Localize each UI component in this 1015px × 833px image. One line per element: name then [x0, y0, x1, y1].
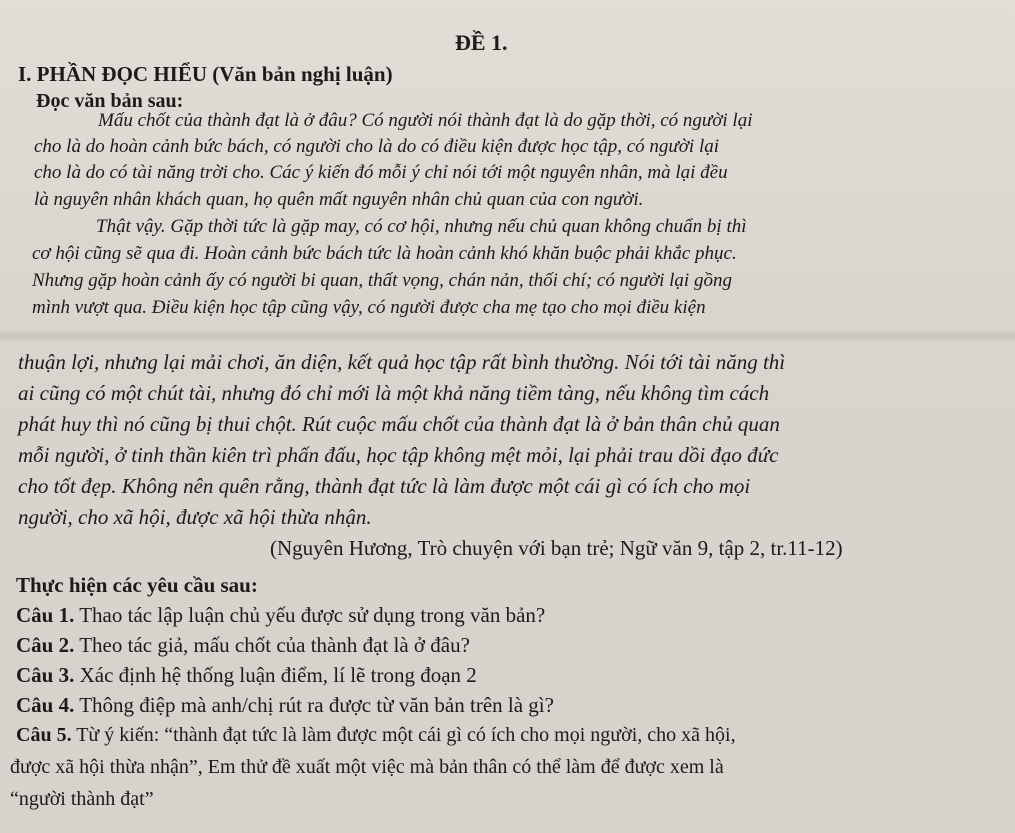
question-5 [16, 724, 736, 747]
question-5-continuation: “người thành đạt” [10, 788, 154, 810]
question-text: Từ ý kiến: “thành đạt tức là làm được một cái gì có ích cho mọi người, cho xã hội, [71, 724, 736, 746]
section-heading: I. PHẦN ĐỌC HIỂU (Văn bản nghị luận) [18, 62, 393, 86]
question-text: Thông điệp mà anh/chị rút ra được từ văn bản trên là gì? [74, 693, 554, 717]
question-label: Câu 3. [16, 663, 75, 687]
question-text: Xác định hệ thống luận điểm, lí lẽ trong đoạn 2 [74, 663, 477, 687]
passage-line: cơ hội cũng sẽ qua đi. Hoàn cảnh bức bách tức là hoàn cảnh khó khăn buộc phải khắc phục. [32, 243, 737, 264]
question-1 [16, 603, 545, 628]
passage-line: mình vượt qua. Điều kiện học tập cũng vậy, có người được cha mẹ tạo cho mọi điều kiện [32, 297, 706, 318]
passage-line: cho tốt đẹp. Không nên quên rằng, thành đạt tức là làm được một cái gì có ích cho mọi [18, 474, 751, 498]
requirements-heading: Thực hiện các yêu cầu sau: [16, 573, 258, 597]
reading-instruction: Đọc văn bản sau: [36, 90, 184, 112]
passage-line: mỗi người, ở tinh thần kiên trì phấn đấu, học tập không mệt mỏi, lại phải trau dồi đạo đức [18, 443, 779, 467]
question-5-continuation: được xã hội thừa nhận”, Em thử đề xuất một việc mà bản thân có thể làm để được xem là [10, 756, 724, 778]
question-label: Câu 4. [16, 693, 75, 717]
question-3 [16, 663, 477, 688]
question-text: Thao tác lập luận chủ yếu được sử dụng trong văn bản? [74, 603, 546, 627]
question-label: Câu 2. [16, 633, 75, 657]
passage-line: cho là do có tài năng trời cho. Các ý kiến đó mỗi ý chỉ nói tới một nguyên nhân, mà lại đều [34, 162, 728, 183]
passage-line: Nhưng gặp hoàn cảnh ấy có người bi quan, thất vọng, chán nản, thối chí; có người lại gồng [32, 270, 732, 291]
question-text: Theo tác giả, mấu chốt của thành đạt là ở đâu? [74, 633, 470, 657]
passage-line: thuận lợi, nhưng lại mải chơi, ăn diện, kết quả học tập rất bình thường. Nói tới tài năng thì [18, 350, 786, 374]
passage-line: cho là do hoàn cảnh bức bách, có người cho là do có điều kiện được học tập, có người lại [34, 136, 720, 157]
passage-line: ai cũng có một chút tài, nhưng đó chỉ mới là một khả năng tiềm tàng, nếu không tìm cách [18, 381, 770, 405]
exam-title: ĐỀ 1. [455, 30, 508, 55]
question-2 [16, 633, 470, 658]
question-label: Câu 1. [16, 603, 75, 627]
passage-line: Mấu chốt của thành đạt là ở đâu? Có người nói thành đạt là do gặp thời, có người lại [98, 110, 753, 131]
source-citation: (Nguyên Hương, Trò chuyện với bạn trẻ; Ngữ văn 9, tập 2, tr.11-12) [270, 536, 843, 560]
passage-line: Thật vậy. Gặp thời tức là gặp may, có cơ hội, nhưng nếu chủ quan không chuẩn bị thì [96, 216, 747, 237]
paper-fold [0, 330, 1015, 342]
question-label: Câu 5. [16, 724, 72, 746]
question-4 [16, 693, 554, 718]
passage-line: phát huy thì nó cũng bị thui chột. Rút cuộc mấu chốt của thành đạt là ở bản thân chủ quan [18, 412, 780, 436]
passage-line: người, cho xã hội, được xã hội thừa nhận. [18, 505, 372, 529]
passage-line: là nguyên nhân khách quan, họ quên mất nguyên nhân chủ quan của con người. [34, 189, 644, 210]
